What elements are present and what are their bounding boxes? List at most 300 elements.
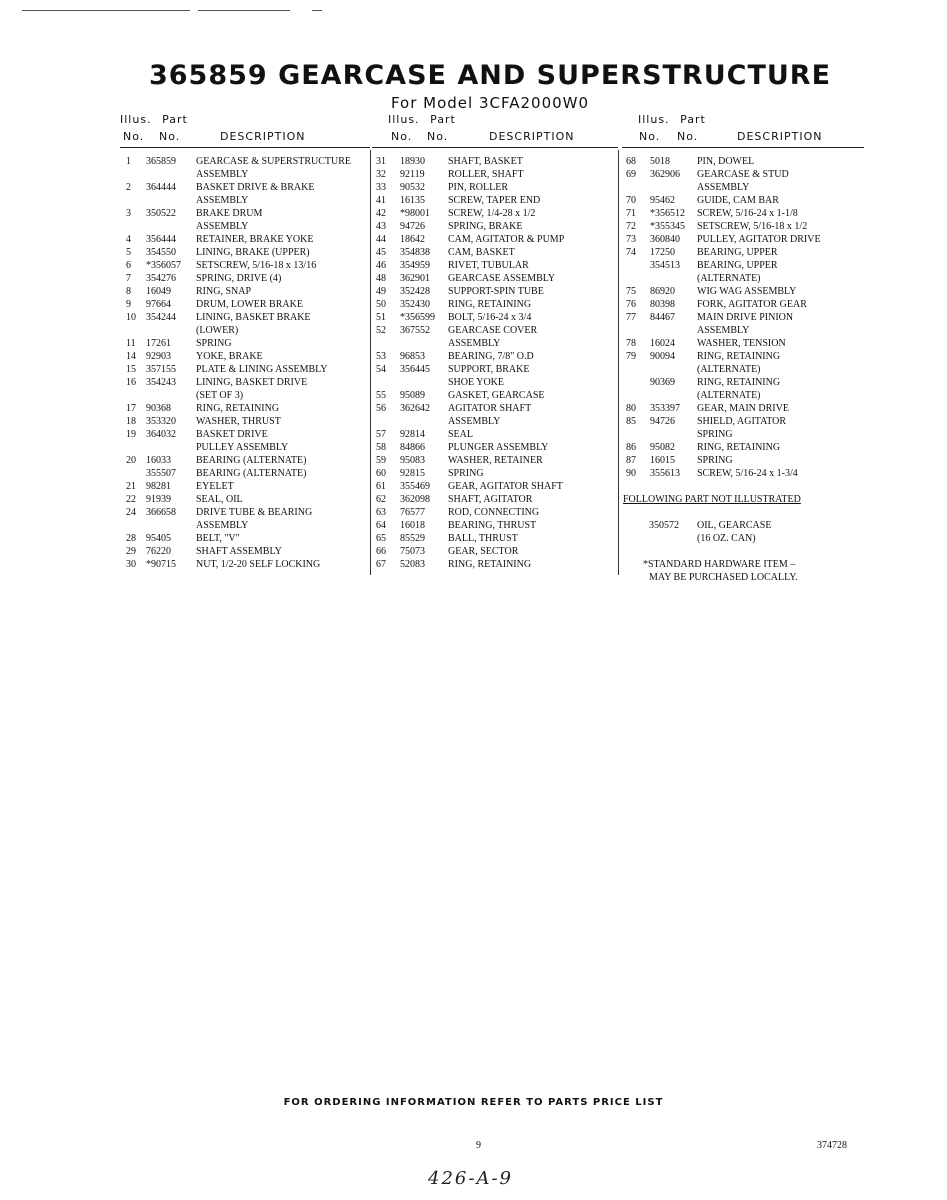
table-row [622,207,864,220]
parts-column-1 [120,113,370,571]
part-description: BRAKE DRUM [196,208,263,219]
item-number: 60 [376,468,386,479]
ordering-footer: FOR ORDERING INFORMATION REFER TO PARTS PRICE LIST [283,1097,664,1108]
item-number: 42 [376,208,386,219]
item-number: 29 [126,546,136,557]
part-description: AGITATOR SHAFT [448,403,532,414]
item-number: 75 [626,286,636,297]
part-number: 92903 [146,351,171,362]
part-number: 16049 [146,286,171,297]
table-row [372,181,618,194]
item-number: 79 [626,351,636,362]
part-description: SUPPORT-SPIN TUBE [448,286,544,297]
table-row [622,350,864,363]
part-number: 75073 [400,546,425,557]
part-description: ASSEMBLY [196,195,249,206]
column-divider [370,150,371,575]
part-number: 17250 [650,247,675,258]
table-row [372,519,618,532]
part-number: 90532 [400,182,425,193]
column-header [622,128,864,145]
table-row [372,285,618,298]
item-number: 17 [126,403,136,414]
part-description: BASKET DRIVE & BRAKE [196,182,315,193]
part-number: 85529 [400,533,425,544]
part-description: SHIELD, AGITATOR [697,416,787,427]
header-illus: Illus. [120,113,152,126]
part-number: 353397 [650,403,680,414]
table-row [622,402,864,415]
part-description: GEARCASE & STUD [697,169,789,180]
part-number: 98281 [146,481,171,492]
part-description: CAM, BASKET [448,247,515,258]
table-row [120,311,370,324]
item-number: 24 [126,507,136,518]
table-row [372,155,618,168]
table-row [120,506,370,519]
part-number: 354838 [400,247,430,258]
item-number: 80 [626,403,636,414]
table-row [622,454,864,467]
part-description: GEARCASE & SUPERSTRUCTURE [196,156,352,167]
table-row [622,298,864,311]
part-description: WASHER, RETAINER [448,455,543,466]
table-row [622,428,864,441]
item-number: 56 [376,403,386,414]
item-number: 64 [376,520,386,531]
part-number: 76577 [400,507,425,518]
table-row [372,506,618,519]
header-part-no: No. [427,130,449,143]
part-description: MAIN DRIVE PINION [697,312,794,323]
part-description: PIN, ROLLER [448,182,508,193]
table-row [120,415,370,428]
part-number: 84467 [650,312,675,323]
header-illus: Illus. [638,113,670,126]
top-rule [22,10,190,11]
item-number: 30 [126,559,136,570]
item-number: 22 [126,494,136,505]
part-number: 367552 [400,325,430,336]
part-number: 86920 [650,286,675,297]
item-number: 51 [376,312,386,323]
document-number: 374728 [817,1140,847,1151]
table-row [120,545,370,558]
table-row [120,441,370,454]
top-rule [198,10,290,11]
part-description: RING, RETAINING [448,299,532,310]
table-row [120,233,370,246]
part-description: WASHER, THRUST [196,416,281,427]
part-description: ASSEMBLY [196,520,249,531]
not-illustrated-description-cont: (16 OZ. CAN) [697,533,756,544]
table-row [120,155,370,168]
header-part: Part [680,113,706,126]
part-description: BEARING, UPPER [697,247,778,258]
part-description: RING, RETAINING [697,351,781,362]
item-number: 19 [126,429,136,440]
item-number: 70 [626,195,636,206]
part-description: (SET OF 3) [196,390,244,401]
item-number: 66 [376,546,386,557]
part-description: PLATE & LINING ASSEMBLY [196,364,328,375]
item-number: 68 [626,156,636,167]
header-no: No. [123,130,145,143]
parts-table [120,155,370,571]
part-number: 355613 [650,468,680,479]
column-header [120,128,370,145]
item-number: 90 [626,468,636,479]
item-number: 71 [626,208,636,219]
part-number: 362098 [400,494,430,505]
part-description: SHOE YOKE [448,377,505,388]
part-number: 356445 [400,364,430,375]
page-number: 9 [476,1140,481,1151]
not-illustrated-heading: FOLLOWING PART NOT ILLUSTRATED [623,494,801,505]
table-row [120,324,370,337]
item-number: 32 [376,169,386,180]
part-number: *356057 [146,260,181,271]
table-row [622,272,864,285]
item-number: 21 [126,481,136,492]
part-description: ASSEMBLY [448,338,501,349]
item-number: 11 [126,338,136,349]
part-number: 17261 [146,338,171,349]
part-description: GUIDE, CAM BAR [697,195,779,206]
table-row [120,207,370,220]
table-row [622,168,864,181]
table-row [372,311,618,324]
table-row [622,194,864,207]
table-row [120,363,370,376]
part-description: ROD, CONNECTING [448,507,540,518]
part-number: 90368 [146,403,171,414]
header-rule [622,147,864,148]
item-number: 86 [626,442,636,453]
part-number: 354244 [146,312,176,323]
part-description: DRUM, LOWER BRAKE [196,299,303,310]
table-row [622,233,864,246]
table-row [372,545,618,558]
table-row [372,272,618,285]
table-row [120,454,370,467]
item-number: 52 [376,325,386,336]
table-row [622,441,864,454]
part-description: SCREW, 5/16-24 x 1-1/8 [697,208,798,219]
part-description: RING, RETAINING [697,442,781,453]
part-description: RETAINER, BRAKE YOKE [196,234,314,245]
table-row [120,493,370,506]
table-row [120,428,370,441]
part-number: 362642 [400,403,430,414]
part-number: 354513 [650,260,680,271]
header-part-no: No. [677,130,699,143]
part-description: BEARING, UPPER [697,260,778,271]
part-description: RING, SNAP [196,286,252,297]
part-number: 92814 [400,429,425,440]
column-header-top [120,113,370,128]
table-row [622,220,864,233]
not-illustrated-part-number: 350572 [649,520,679,531]
table-row [622,389,864,402]
item-number: 53 [376,351,386,362]
part-number: 364032 [146,429,176,440]
table-row [372,168,618,181]
item-number: 73 [626,234,636,245]
part-number: 352430 [400,299,430,310]
part-description: EYELET [196,481,234,492]
column-divider [618,150,619,575]
table-row [372,324,618,337]
item-number: 33 [376,182,386,193]
table-row [622,181,864,194]
part-description: NUT, 1/2-20 SELF LOCKING [196,559,321,570]
part-description: SCREW, 1/4-28 x 1/2 [448,208,536,219]
item-number: 16 [126,377,136,388]
part-number: 356444 [146,234,176,245]
item-number: 4 [126,234,131,245]
part-number: 95405 [146,533,171,544]
part-description: SUPPORT, BRAKE [448,364,530,375]
part-description: RING, RETAINING [196,403,280,414]
header-no: No. [639,130,661,143]
part-number: 365859 [146,156,176,167]
part-description: GEAR, AGITATOR SHAFT [448,481,563,492]
item-number: 78 [626,338,636,349]
part-number: 364444 [146,182,176,193]
part-number: 354276 [146,273,176,284]
table-row [372,532,618,545]
part-number: 362906 [650,169,680,180]
table-row [372,493,618,506]
part-description: SHAFT, AGITATOR [448,494,533,505]
item-number: 28 [126,533,136,544]
item-number: 5 [126,247,131,258]
part-number: 350522 [146,208,176,219]
item-number: 62 [376,494,386,505]
part-number: 91939 [146,494,171,505]
table-row [120,220,370,233]
part-number: 353320 [146,416,176,427]
table-row [372,207,618,220]
table-row [372,376,618,389]
part-description: BEARING (ALTERNATE) [196,468,307,479]
part-number: 96853 [400,351,425,362]
part-description: SPRING [697,455,733,466]
part-description: ASSEMBLY [196,221,249,232]
part-description: PULLEY, AGITATOR DRIVE [697,234,821,245]
table-row [372,337,618,350]
table-row [120,259,370,272]
table-row [120,480,370,493]
part-description: WASHER, TENSION [697,338,786,349]
table-row [622,467,864,480]
table-row [372,454,618,467]
part-number: 94726 [400,221,425,232]
table-row [372,220,618,233]
part-number: 16033 [146,455,171,466]
table-row [372,558,618,571]
part-description: ROLLER, SHAFT [448,169,524,180]
table-row [622,259,864,272]
part-number: *98001 [400,208,430,219]
header-rule [372,147,618,148]
part-number: 354550 [146,247,176,258]
part-number: 18930 [400,156,425,167]
part-number: 16018 [400,520,425,531]
item-number: 76 [626,299,636,310]
item-number: 61 [376,481,386,492]
table-row [372,428,618,441]
part-description: ASSEMBLY [697,325,750,336]
item-number: 67 [376,559,386,570]
item-number: 41 [376,195,386,206]
part-description: ASSEMBLY [448,416,501,427]
part-description: SPRING [448,468,484,479]
item-number: 59 [376,455,386,466]
part-description: BELT, "V" [196,533,240,544]
part-number: *355345 [650,221,685,232]
item-number: 69 [626,169,636,180]
item-number: 1 [126,156,131,167]
header-description: DESCRIPTION [489,130,575,143]
header-rule [120,147,370,148]
part-description: PLUNGER ASSEMBLY [448,442,549,453]
part-description: SCREW, TAPER END [448,195,541,206]
table-row [372,467,618,480]
header-illus: Illus. [388,113,420,126]
part-description: BOLT, 5/16-24 x 3/4 [448,312,532,323]
item-number: 31 [376,156,386,167]
table-row [372,441,618,454]
item-number: 7 [126,273,131,284]
part-number: 354959 [400,260,430,271]
part-number: 95082 [650,442,675,453]
part-description: GASKET, GEARCASE [448,390,545,401]
table-row [622,311,864,324]
item-number: 8 [126,286,131,297]
part-number: 90094 [650,351,675,362]
table-row [372,415,618,428]
part-description: (LOWER) [196,325,239,336]
part-description: RING, RETAINING [697,377,781,388]
part-number: 16135 [400,195,425,206]
part-number: 18642 [400,234,425,245]
table-row [622,246,864,259]
part-number: 354243 [146,377,176,388]
table-row [622,324,864,337]
item-number: 10 [126,312,136,323]
part-number: 94726 [650,416,675,427]
part-number: 80398 [650,299,675,310]
column-header [372,128,618,145]
item-number: 77 [626,312,636,323]
part-description: BEARING (ALTERNATE) [196,455,307,466]
header-description: DESCRIPTION [737,130,823,143]
part-number: 352428 [400,286,430,297]
table-row [120,298,370,311]
table-row [120,467,370,480]
parts-column-2 [372,113,618,571]
part-description: SPRING, DRIVE (4) [196,273,282,284]
part-description: BEARING, THRUST [448,520,537,531]
part-description: SPRING, BRAKE [448,221,523,232]
table-row [120,402,370,415]
table-row [622,337,864,350]
item-number: 46 [376,260,386,271]
part-number: 95083 [400,455,425,466]
hardware-note: *STANDARD HARDWARE ITEM – [643,559,796,570]
part-description: SHAFT ASSEMBLY [196,546,282,557]
table-row [120,519,370,532]
part-description: ASSEMBLY [196,169,249,180]
item-number: 2 [126,182,131,193]
hardware-note-cont: MAY BE PURCHASED LOCALLY. [649,572,798,583]
part-number: 97664 [146,299,171,310]
part-description: SPRING [697,429,733,440]
table-row [120,285,370,298]
part-number: 357155 [146,364,176,375]
part-description: WIG WAG ASSEMBLY [697,286,797,297]
part-description: SETSCREW, 5/16-18 x 1/2 [697,221,808,232]
table-row [622,155,864,168]
table-row [372,363,618,376]
header-part: Part [162,113,188,126]
part-description: YOKE, BRAKE [196,351,263,362]
part-description: SEAL [448,429,473,440]
table-row [120,246,370,259]
table-row [120,181,370,194]
table-row [622,376,864,389]
item-number: 43 [376,221,386,232]
part-description: ASSEMBLY [697,182,750,193]
part-number: 95089 [400,390,425,401]
part-description: (ALTERNATE) [697,364,761,375]
part-description: SPRING [196,338,232,349]
item-number: 18 [126,416,136,427]
top-rule [312,10,322,11]
table-row [120,194,370,207]
part-number: 362901 [400,273,430,284]
part-number: 360840 [650,234,680,245]
part-description: DRIVE TUBE & BEARING [196,507,313,518]
item-number: 72 [626,221,636,232]
part-number: 16015 [650,455,675,466]
column-header-top [622,113,864,128]
part-description: FORK, AGITATOR GEAR [697,299,807,310]
page-title: 365859 GEARCASE AND SUPERSTRUCTURE [148,60,832,91]
column-header-top [372,113,618,128]
item-number: 50 [376,299,386,310]
parts-table [372,155,618,571]
part-description: RIVET, TUBULAR [448,260,529,271]
part-number: 355469 [400,481,430,492]
item-number: 20 [126,455,136,466]
table-row [372,298,618,311]
part-number: 355507 [146,468,176,479]
part-number: 95462 [650,195,675,206]
item-number: 85 [626,416,636,427]
part-description: (ALTERNATE) [697,273,761,284]
table-row [120,350,370,363]
part-description: SHAFT, BASKET [448,156,523,167]
part-number: 52083 [400,559,425,570]
part-number: 16024 [650,338,675,349]
handwritten-annotation: 426-A-9 [428,1168,513,1189]
not-illustrated-description: OIL, GEARCASE [697,520,772,531]
table-row [120,532,370,545]
part-description: PULLEY ASSEMBLY [196,442,289,453]
